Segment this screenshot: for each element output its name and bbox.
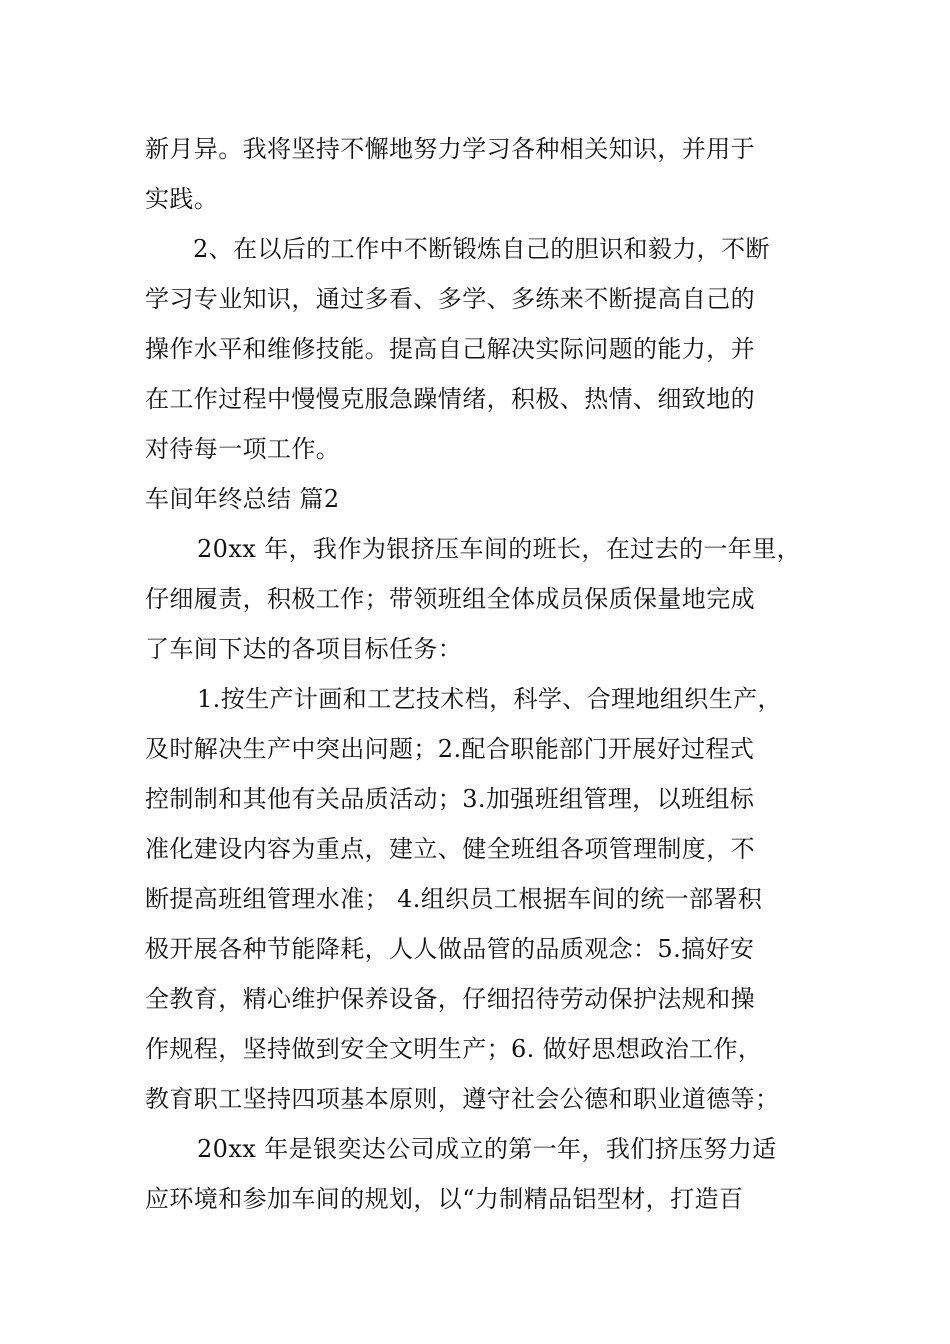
text-line: 教育职工坚持四项基本原则，遵守社会公德和职业道德等； [145, 1085, 780, 1113]
text-line: 对待每一项工作。 [145, 435, 341, 463]
text-line: 实践。 [145, 185, 219, 213]
text-line: 了车间下达的各项目标任务： [145, 635, 463, 663]
text-line: 新月异。我将坚持不懈地努力学习各种相关知识，并用于 [145, 135, 755, 163]
text-line: 20xx 年是银奕达公司成立的第一年，我们挤压努力适 [197, 1135, 777, 1163]
text-line: 应环境和参加车间的规划，以“力制精品铝型材，打造百 [145, 1185, 744, 1213]
text-line: 极开展各种节能降耗，人人做品管的品质观念：5.搞好安 [145, 935, 755, 963]
text-line: 控制制和其他有关品质活动；3.加强班组管理，以班组标 [145, 785, 755, 813]
text-line: 及时解决生产中突出问题；2.配合职能部门开展好过程式 [145, 735, 755, 763]
text-line: 作规程，坚持做到安全文明生产；6. 做好思想政治工作， [145, 1035, 763, 1063]
text-line: 准化建设内容为重点，建立、健全班组各项管理制度，不 [145, 835, 755, 863]
text-line: 操作水平和维修技能。提高自己解决实际问题的能力，并 [145, 335, 755, 363]
text-line: 全教育，精心维护保养设备，仔细招待劳动保护法规和操 [145, 985, 755, 1013]
text-line: 1.按生产计画和工艺技术档，科学、合理地组织生产， [197, 685, 782, 713]
text-line: 20xx 年，我作为银挤压车间的班长，在过去的一年里， [197, 535, 802, 563]
text-line: 2、在以后的工作中不断锻炼自己的胆识和毅力，不断 [193, 235, 770, 263]
text-line: 学习专业知识，通过多看、多学、多练来不断提高自己的 [145, 285, 755, 313]
section-heading: 车间年终总结 篇2 [145, 485, 340, 513]
text-line: 仔细履责，积极工作；带领班组全体成员保质保量地完成 [145, 585, 755, 613]
text-line: 在工作过程中慢慢克服急躁情绪，积极、热情、细致地的 [145, 385, 755, 413]
text-line: 断提高班组管理水准； 4.组织员工根据车间的统一部署积 [145, 885, 763, 913]
